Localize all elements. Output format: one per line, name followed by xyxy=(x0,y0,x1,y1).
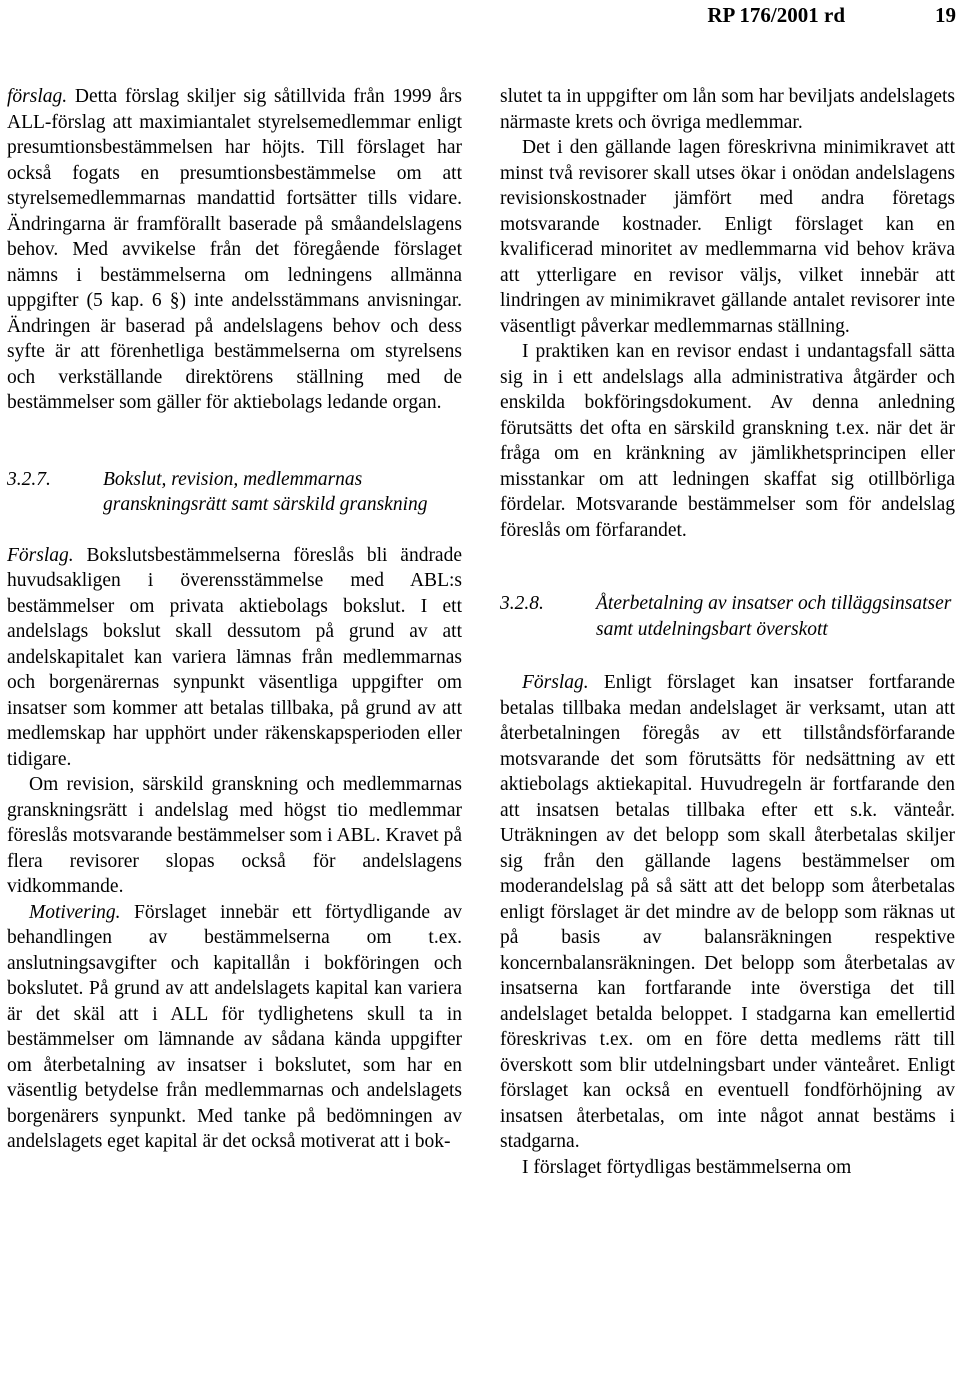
left-paragraph-2-text: Bokslutsbestämmelserna föreslås bli ändrade huvudsakligen i överensstämmelse med ABL:s bestämmelser om privata aktiebolags bokslut. I ett andelslags bokslut skall dessutom på grund av att andelskapitalet kan variera lämnas från medlemmarnas och borgenärernas synpunkt väsentliga uppgifter om insatser som kommer att betalas tillbaka, på grund av att medlemskap har upphört under räkenskapsperioden eller tidigare. xyxy=(7,544,462,770)
right-paragraph-4-lead: Förslag. xyxy=(522,672,589,693)
right-paragraph-1: slutet ta in uppgifter om lån som har beviljats andelslagets närmaste krets och övriga medlemmar. xyxy=(500,86,955,133)
spacer xyxy=(500,543,955,591)
section-number: 3.2.8. xyxy=(500,593,544,614)
section-heading-3-2-8 xyxy=(500,591,955,642)
spacer xyxy=(7,416,462,467)
left-paragraph-1 xyxy=(7,84,462,416)
left-paragraph-4 xyxy=(7,900,462,1155)
page-header xyxy=(0,0,960,30)
section-heading-3-2-7 xyxy=(7,467,462,518)
spacer xyxy=(7,518,462,543)
right-paragraph-2: Det i den gällande lagen föreskrivna minimikravet att minst två revisorer skall utses ökar i onödan andelslagens revisionskostnader jämfört med andra företags motsvarande kostnader. Enligt förslaget kan en kvalificerad minoritet av medlemmarna vid behov kräva att ytterligare en revisor väljs, vilket innebär att lindringen av minimikravet gällande antalet revisorer inte väsentligt påverkar medlemmarnas ställning. xyxy=(500,137,955,337)
right-paragraph-4-text: Enligt förslaget kan insatser fortfarande betalas tillbaka medan andelslaget är verksamt, utan att återbetalningen föregås av ett tillståndsförfarande motsvarande det som förutsätts för nedsättning av ett aktiebolags aktiekapital. Huvudregeln är fortfarande den att insatsen betalas tillbaka efter ett s.k. vänteår. Uträkningen av det belopp som skall återbetalas skiljer sig från den gällande lagens bestämmelser om moderandelslag på så sätt att det belopp som återbetalas enligt förslaget är det mindre av de belopp som räknas ut på basis av balansräkningen respektive koncernbalansräkningen. Det belopp som återbetalas av insatserna kan fortfarande inte överstiga det till andelslaget betalda beloppet. I stadgarna kan emellertid föreskrivas t.ex. om en före detta medlems rätt till överskott som blir utdelningsbart under vänteåret. Enligt förslaget kan också en eventuell fondförhöjning av insatsen återbetalas, om inte något annat bestäms i stadgarna. xyxy=(500,672,955,1152)
page-number: 19 xyxy=(935,3,956,27)
left-paragraph-4-lead: Motivering. xyxy=(29,901,121,923)
left-column xyxy=(7,84,462,1155)
left-paragraph-2-lead: Förslag. xyxy=(7,544,74,566)
right-paragraph-3: I praktiken kan en revisor endast i undantagsfall sätta sig in i ett andelslags alla administrativa åtgärder och enskilda bokföringsdokument. Av denna anledning förutsätts det ofta en särskild granskning t.ex. när det är fråga om en kränkning av jämlikhetsprincipen eller misstankar om att ledningen skaffat sig otillbörliga fördelar. Motsvarande bestämmelser som för andelslag föreslås om förfarandet. xyxy=(500,341,955,541)
document-reference: RP 176/2001 rd xyxy=(707,3,845,27)
section-title: Återbetalning av insatser och tilläggsinsatser samt utdelningsbart överskott xyxy=(596,593,952,640)
right-paragraph-5: I förslaget förtydligas bestämmelserna om xyxy=(522,1156,852,1178)
left-paragraph-2 xyxy=(7,543,462,773)
spacer xyxy=(500,642,955,670)
right-column xyxy=(500,84,955,1180)
left-paragraph-4-text: Förslaget innebär ett förtydligande av behandlingen av bestämmelserna om t.ex. anslutningsavgifter och kapitallån i bokföringen och bokslutet. På grund av att andelslagets kapital kan variera är det skäl att i ALL för tydlighetens skull ta in bestämmelser om lämnande av sådana kända uppgifter om återbetalning av insatser i bokslutet, som har en väsentlig betydelse från medlemmarnas och andelslagets borgenärers synpunkt. Med tanke på bedömningen av andelslagets eget kapital är det också motiverat att i bok- xyxy=(7,901,462,1152)
section-number: 3.2.7. xyxy=(7,468,51,490)
left-paragraph-1-text: Detta förslag skiljer sig såtillvida från 1999 års ALL-förslag att maximiantalet styrelsemedlemmar enligt presumtionsbestämmelsen har höjts. Till förslaget har också fogats en presumtionsbestämmelse om att styrelsemedlemmarnas mandattid fortsätter tills vidare. Ändringarna är framförallt baserade på småandelslagens behov. Med avvikelse från det föregående förslaget nämns i bestämmelserna om ledningens allmänna uppgifter (5 kap. 6 §) inte andelsstämmans anvisningar. Ändringen är baserad på andelslagens behov och dess syfte är att förenhetliga bestämmelserna om styrelsens och verkställande direktörens ställning med de bestämmelser som gäller för aktiebolags ledande organ. xyxy=(7,86,462,413)
left-paragraph-3: Om revision, särskild granskning och medlemmarnas granskningsrätt i andelslag med högst tio medlemmar föreslås motsvarande bestämmelser som i ABL. Kravet på flera revisorer slopas också för andelslagens vidkommande. xyxy=(7,774,462,897)
section-title: Bokslut, revision, medlemmarnas granskningsrätt samt särskild granskning xyxy=(103,468,428,515)
left-paragraph-1-lead: förslag. xyxy=(7,86,68,107)
right-paragraph-4 xyxy=(500,670,955,1155)
